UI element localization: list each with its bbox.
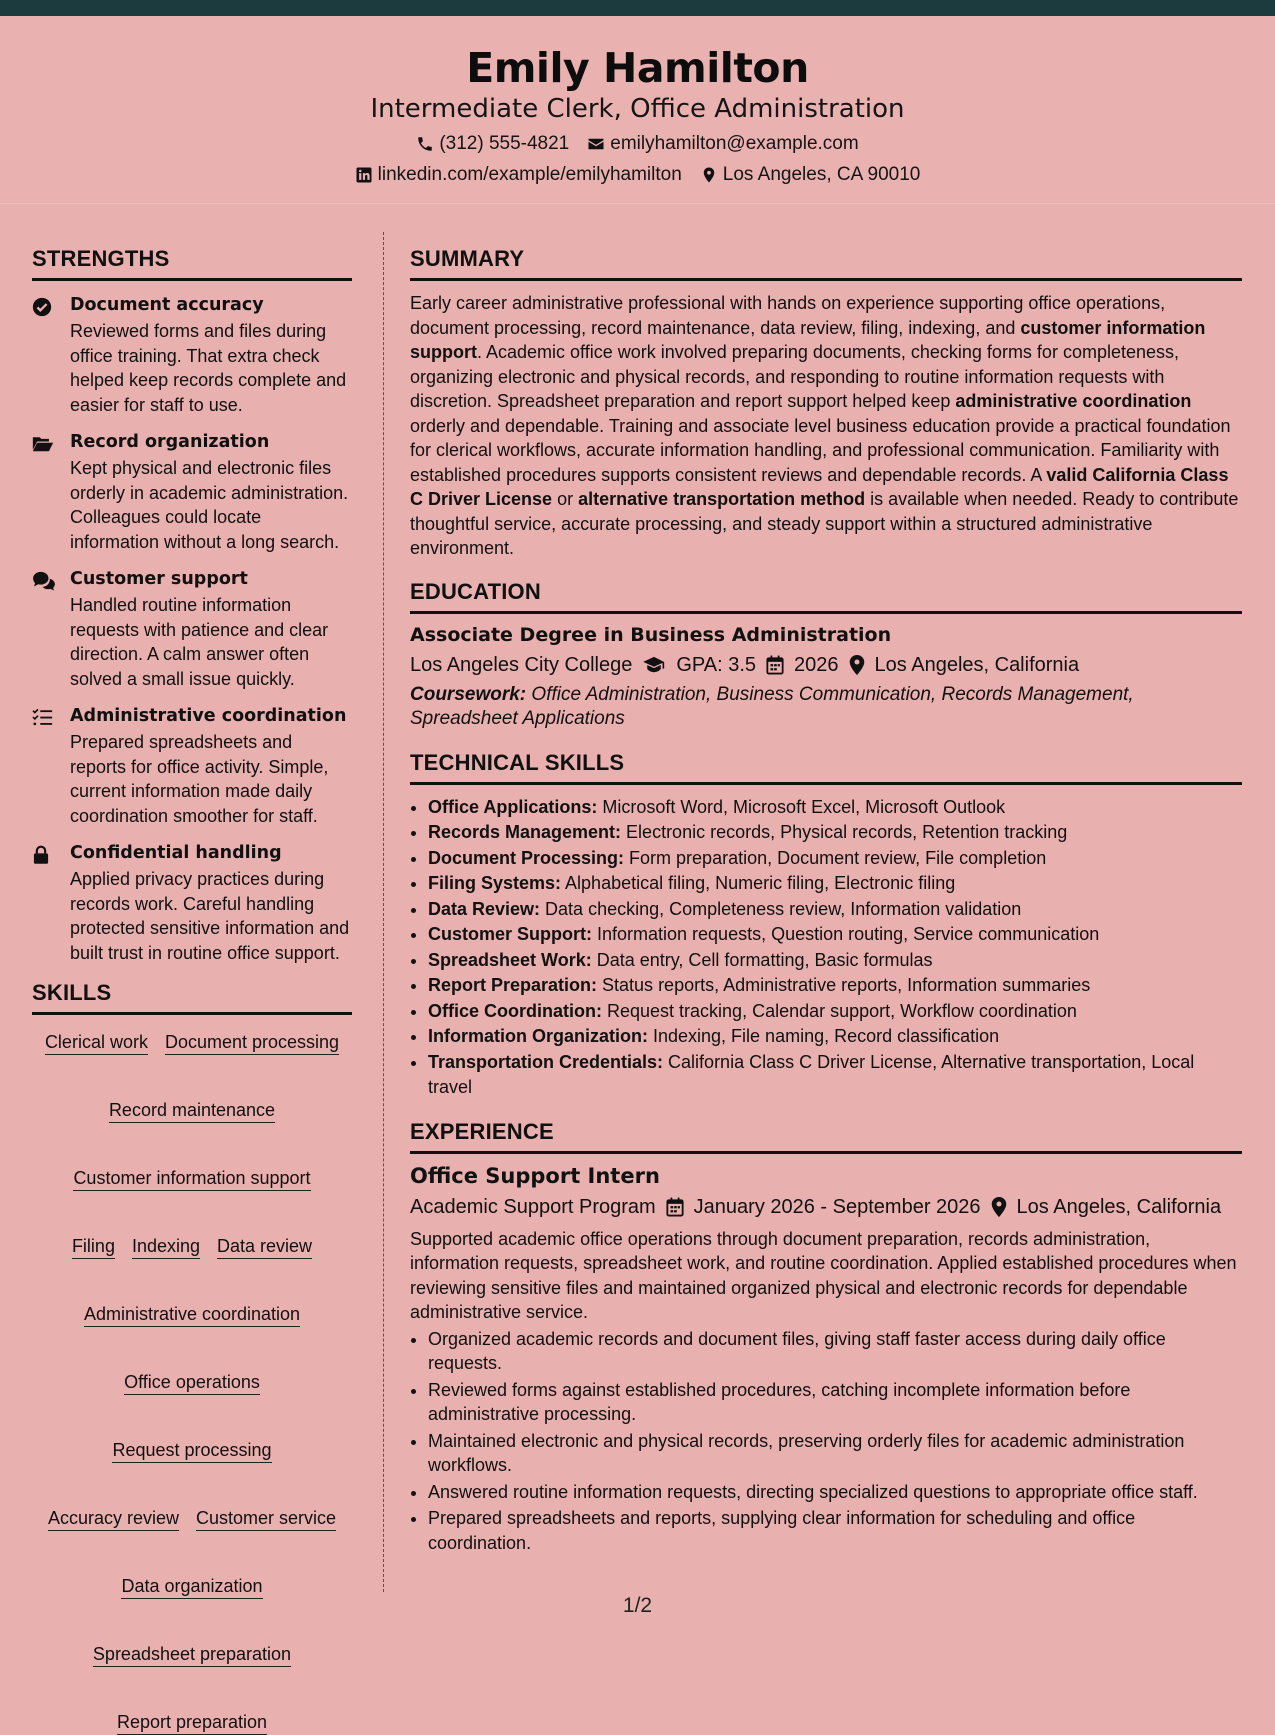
technical-skill-item xyxy=(428,922,1242,948)
map-pin-icon xyxy=(700,166,718,184)
envelope-icon xyxy=(587,135,605,153)
linkedin-item[interactable] xyxy=(355,164,682,186)
skill-tag: Accuracy review xyxy=(48,1507,179,1531)
strength-item xyxy=(32,569,352,691)
technical-skill-label: Report Preparation: xyxy=(428,975,598,995)
skill-tag: Administrative coordination xyxy=(84,1303,300,1327)
technical-skill-item xyxy=(428,795,1242,821)
job-bullets xyxy=(410,1327,1242,1556)
calendar-icon xyxy=(666,1197,684,1217)
candidate-name: Emily Hamilton xyxy=(466,44,809,92)
lock-icon xyxy=(32,845,50,865)
technical-skill-value: California Class C Driver License, Alternative transportation, Local travel xyxy=(428,1051,1195,1097)
strength-text: Reviewed forms and files during office training. That extra check helped keep records complete and easier for staff to use. xyxy=(70,321,347,415)
strength-title: Record organization xyxy=(70,432,270,452)
strength-text: Handled routine information requests with patience and clear direction. A calm answer often solved a small issue quickly. xyxy=(70,595,329,689)
technical-skill-label: Customer Support: xyxy=(428,924,592,944)
page-number: 1/2 xyxy=(622,1594,653,1617)
gpa-item xyxy=(642,654,756,677)
job-title: Office Support Intern xyxy=(410,1163,660,1188)
location-item xyxy=(700,164,921,186)
technical-skill-value: Request tracking, Calendar support, Workflow coordination xyxy=(602,1000,1077,1021)
graduation-cap-icon xyxy=(642,656,666,674)
skill-tag: Report preparation xyxy=(117,1711,267,1735)
experience-heading: EXPERIENCE xyxy=(410,1119,1242,1154)
summary-part: . Academic office work involved preparing documents, checking forms for completeness, organizing electronic and physical records, and responding to routine information requests with discretion. Spreadsheet preparation and report support helped keep xyxy=(410,342,1179,411)
strength-item xyxy=(32,843,352,965)
coursework-text: Office Administration, Business Communication, Records Management, Spreadsheet Applications xyxy=(410,683,1134,729)
skill-tag: Record maintenance xyxy=(109,1099,275,1123)
year-text: 2026 xyxy=(794,653,839,676)
skill-tag: Customer information support xyxy=(73,1167,310,1191)
resume-header xyxy=(0,16,1275,204)
skills-heading: SKILLS xyxy=(32,980,352,1015)
technical-skill-value: Status reports, Administrative reports, Information summaries xyxy=(597,975,1091,995)
skill-tag: Spreadsheet preparation xyxy=(93,1643,291,1667)
summary-highlight: administrative coordination xyxy=(955,391,1192,411)
contact-row-2 xyxy=(0,164,1275,186)
technical-skill-label: Office Applications: xyxy=(428,796,598,817)
technical-skill-item xyxy=(428,1024,1242,1050)
technical-skill-item xyxy=(428,871,1242,897)
school-name: Los Angeles City College xyxy=(410,653,633,676)
technical-skill-value: Electronic records, Physical records, Retention tracking xyxy=(621,822,1068,842)
map-pin-icon xyxy=(849,655,865,675)
job-bullet: • Organized academic records and document files, giving staff faster access during daily office requests. xyxy=(428,1327,1242,1376)
skill-tag: Office operations xyxy=(124,1371,260,1395)
comments-icon xyxy=(32,571,56,591)
strength-title: Document accuracy xyxy=(70,295,264,315)
email-text[interactable]: emilyhamilton@example.com xyxy=(610,133,859,154)
strengths-list xyxy=(32,295,352,965)
strength-item xyxy=(32,295,352,417)
skills-section xyxy=(32,980,352,1735)
skill-tag: Document processing xyxy=(165,1031,339,1055)
right-column xyxy=(410,246,1242,1557)
calendar-icon xyxy=(766,655,784,675)
degree-title: Associate Degree in Business Administration xyxy=(410,623,892,646)
technical-skill-value: Data checking, Completeness review, Information validation xyxy=(540,898,1022,919)
map-pin-icon xyxy=(991,1197,1007,1217)
summary-highlight: valid California Class C Driver License xyxy=(410,464,1229,509)
skill-tag: Clerical work xyxy=(45,1031,148,1055)
strengths-heading: STRENGTHS xyxy=(32,246,352,281)
technical-skill-item xyxy=(428,820,1242,846)
location-text: Los Angeles, CA 90010 xyxy=(722,164,921,185)
email-item[interactable] xyxy=(587,133,858,155)
summary-part: Early career administrative professional with hands on experience supporting office operations, document processing, record maintenance, data review, filing, indexing, and xyxy=(410,293,1166,338)
technical-skill-label: Transportation Credentials: xyxy=(428,1051,664,1072)
strength-title: Customer support xyxy=(70,569,248,589)
phone-item xyxy=(416,133,569,155)
job-dates-text: January 2026 - September 2026 xyxy=(693,1195,981,1218)
left-column xyxy=(32,246,352,1735)
strength-title: Administrative coordination xyxy=(70,706,347,726)
summary-text xyxy=(410,291,1242,561)
job-bullet: • Reviewed forms against established procedures, catching incomplete information before administrative processing. xyxy=(428,1378,1242,1427)
linkedin-icon xyxy=(355,166,373,184)
strength-title: Confidential handling xyxy=(70,843,282,863)
technical-skill-label: Filing Systems: xyxy=(428,873,562,893)
technical-skill-label: Document Processing: xyxy=(428,847,625,868)
job-bullet: • Answered routine information requests, directing specialized questions to appropriate office staff. xyxy=(428,1480,1242,1505)
education-meta xyxy=(410,654,1242,677)
strength-item xyxy=(32,432,352,554)
job-bullet: • Prepared spreadsheets and reports, supplying clear information for scheduling and office coordination. xyxy=(428,1506,1242,1555)
job-bullet: • Maintained electronic and physical records, preserving orderly files for academic administration workflows. xyxy=(428,1429,1242,1478)
job-org: Academic Support Program xyxy=(410,1195,656,1218)
job-description: Supported academic office operations through document preparation, records administration, information requests, spreadsheet work, and routine coordination. Applied established procedures when reviewing sensitive files and maintained organized physical and electronic records for dependable administrative service. xyxy=(410,1228,1237,1322)
linkedin-text[interactable]: linkedin.com/example/emilyhamilton xyxy=(377,164,682,185)
summary-heading: SUMMARY xyxy=(410,246,1242,281)
skills-list xyxy=(32,1031,352,1735)
skill-tag: Customer service xyxy=(196,1507,336,1531)
technical-skill-value: Data entry, Cell formatting, Basic formulas xyxy=(591,949,933,970)
technical-skill-label: Information Organization: xyxy=(428,1026,648,1046)
summary-part: or xyxy=(552,489,579,509)
technical-skill-item xyxy=(428,897,1242,923)
year-item xyxy=(766,654,839,677)
skill-tag: Request processing xyxy=(112,1439,271,1463)
technical-skill-label: Office Coordination: xyxy=(428,1000,602,1021)
contact-row-1 xyxy=(0,133,1275,155)
summary-part: is available when needed. Ready to contribute thoughtful service, accurate processing, and steady support within a structured administrative environment. xyxy=(410,489,1239,558)
technical-skill-value: Information requests, Question routing, Service communication xyxy=(592,924,1100,944)
job-dates-item xyxy=(666,1196,981,1219)
strength-text: Applied privacy practices during records work. Careful handling protected sensitive information and built trust in routine office support. xyxy=(70,869,350,963)
technical-skill-label: Spreadsheet Work: xyxy=(428,949,592,970)
skill-tag: Data review xyxy=(217,1235,312,1259)
technical-skill-value: Indexing, File naming, Record classification xyxy=(648,1026,1000,1046)
technical-skill-item xyxy=(428,948,1242,974)
strength-text: Kept physical and electronic files orderly in academic administration. Colleagues could locate information without a long search. xyxy=(70,458,349,552)
technical-skill-value: Form preparation, Document review, File completion xyxy=(624,847,1047,868)
summary-part: orderly and dependable. Training and associate level business education provide a practical foundation for clerical workflows, accurate information handling, and professional communication. Familiarity with established procedures supports consistent reviews and dependable records. A xyxy=(410,415,1231,485)
strength-text: Prepared spreadsheets and reports for office activity. Simple, current information made daily coordination smoother for staff. xyxy=(70,732,329,826)
education-heading: EDUCATION xyxy=(410,579,1242,614)
skill-tag: Indexing xyxy=(132,1235,200,1259)
coursework-label: Coursework: xyxy=(410,683,527,705)
technical-skill-value: Alphabetical filing, Numeric filing, Electronic filing xyxy=(561,873,956,893)
job-location-text: Los Angeles, California xyxy=(1016,1195,1222,1218)
skill-tag: Filing xyxy=(72,1235,115,1259)
edu-location-text: Los Angeles, California xyxy=(874,653,1080,676)
phone-text: (312) 555-4821 xyxy=(439,133,570,154)
job-meta xyxy=(410,1196,1242,1219)
phone-icon xyxy=(416,135,434,153)
technical-skill-label: Data Review: xyxy=(428,898,541,919)
edu-location-item xyxy=(849,654,1080,677)
folder-open-icon xyxy=(32,434,54,454)
candidate-title: Intermediate Clerk, Office Administration xyxy=(370,94,905,124)
technical-skill-item xyxy=(428,999,1242,1025)
coursework xyxy=(410,683,1242,732)
skill-tag: Data organization xyxy=(121,1575,262,1599)
check-circle-icon xyxy=(32,297,52,317)
technical-skill-value: Microsoft Word, Microsoft Excel, Microsoft Outlook xyxy=(597,796,1006,817)
gpa-text: GPA: 3.5 xyxy=(676,653,757,676)
technical-skills-heading: TECHNICAL SKILLS xyxy=(410,750,1242,785)
technical-skill-label: Records Management: xyxy=(428,822,622,842)
technical-skill-item xyxy=(428,973,1242,999)
technical-skill-item xyxy=(428,846,1242,872)
technical-skills-list xyxy=(410,795,1242,1101)
top-bar xyxy=(0,0,1275,16)
column-divider xyxy=(383,232,384,1592)
summary-highlight: alternative transportation method xyxy=(578,489,866,509)
list-check-icon xyxy=(32,708,54,728)
technical-skill-item xyxy=(428,1050,1242,1101)
strength-item xyxy=(32,706,352,828)
summary-highlight: customer information support xyxy=(410,317,1206,362)
job-location-item xyxy=(991,1196,1222,1219)
